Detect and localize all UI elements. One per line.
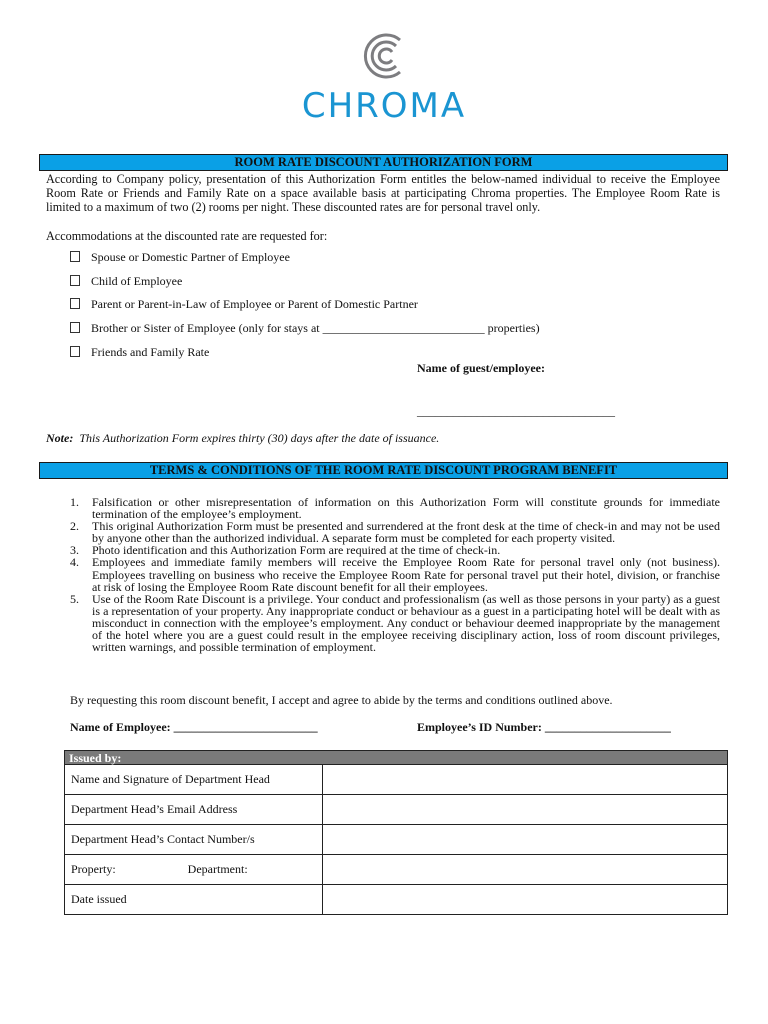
agreement-text: By requesting this room discount benefit, I accept and agree to abide by the terms and conditions outlined above. bbox=[70, 693, 613, 707]
table-row bbox=[65, 855, 728, 885]
table-row bbox=[65, 885, 728, 915]
checkbox[interactable] bbox=[70, 298, 80, 309]
checkbox[interactable] bbox=[70, 322, 80, 333]
checkbox[interactable] bbox=[70, 275, 80, 286]
checkbox[interactable] bbox=[70, 346, 80, 357]
issued-by-label: Issued by: bbox=[65, 751, 728, 765]
row-label: Name and Signature of Department Head bbox=[65, 765, 323, 795]
note-label: Note: bbox=[46, 431, 74, 445]
list-item: 4. Employees and immediate family members will receive the Employee Room Rate for personal travel only (not business). Employees travelling on business who receive the Employee Room Rate for personal travel put their hotel, division, or franchise at risk of losing the Employee Room Rate discount benefit for all their employees. bbox=[70, 555, 720, 594]
table-row bbox=[65, 825, 728, 855]
list-item: 2. This original Authorization Form must be presented and surrendered at the front desk at the time of check-in and may not be used by anyone other than the authorized individual. A separate form must be completed for each property visited. bbox=[70, 519, 720, 546]
table-row bbox=[65, 795, 728, 825]
issued-by-header bbox=[65, 751, 728, 765]
option-child[interactable] bbox=[70, 274, 182, 292]
row-label bbox=[65, 855, 323, 885]
chroma-logo bbox=[0, 30, 768, 130]
list-item: 1. Falsification or other misrepresentation of information on this Authorization Form will constitute grounds for immediate termination of the employee’s employment. bbox=[70, 495, 720, 522]
option-friends-family[interactable] bbox=[70, 345, 209, 363]
list-item: 5. Use of the Room Rate Discount is a privilege. Your conduct and professionalism (as well as those persons in your party) as a guest is a representation of your property. Any inappropriate conduct or behaviour as a guest in a participating hotel will be dealt with as misconduct in connection with the employee’s employment. Any conduct or behaviour deemed inappropriate by the management of the hotel where you are a guest could result in the employee receiving disciplinary action, loss of room discount privileges, written warnings, and possible termination of employment. bbox=[70, 591, 720, 655]
employee-id-field[interactable]: Employee’s ID Number: _____________________ bbox=[417, 720, 671, 734]
row-label: Department Head’s Email Address bbox=[65, 795, 323, 825]
form-title-bar: ROOM RATE DISCOUNT AUTHORIZATION FORM bbox=[39, 154, 728, 171]
option-label: Parent or Parent-in-Law of Employee or Parent of Domestic Partner bbox=[91, 297, 418, 311]
option-parent[interactable] bbox=[70, 297, 418, 315]
list-item: 3. Photo identification and this Authorization Form are required at the time of check-in. bbox=[70, 543, 501, 558]
chroma-logo-icon bbox=[358, 30, 410, 82]
property-label: Property: bbox=[71, 862, 116, 876]
logo-wordmark: CHROMA bbox=[301, 86, 467, 126]
contact-field[interactable] bbox=[323, 825, 728, 855]
option-sibling[interactable] bbox=[70, 321, 540, 339]
terms-list bbox=[70, 496, 720, 653]
accommodations-label: Accommodations at the discounted rate are requested for: bbox=[46, 229, 328, 243]
property-field[interactable] bbox=[323, 855, 728, 885]
option-label: Spouse or Domestic Partner of Employee bbox=[91, 250, 290, 264]
intro-paragraph: According to Company policy, presentation of this Authorization Form entitles the below-named individual to receive the Employee Room Rate or Friends and Family Rate on a space available basis at participating Chroma properties. The Employee Room Rate is limited to a maximum of two (2) rooms per night. These discounted rates are for personal travel only. bbox=[46, 172, 720, 214]
note bbox=[46, 431, 439, 446]
table-row bbox=[65, 765, 728, 795]
option-spouse[interactable] bbox=[70, 250, 290, 268]
note-text: This Authorization Form expires thirty (30) days after the date of issuance. bbox=[79, 431, 440, 445]
email-field[interactable] bbox=[323, 795, 728, 825]
row-label: Date issued bbox=[65, 885, 323, 915]
issued-by-table bbox=[64, 750, 728, 915]
option-label: Friends and Family Rate bbox=[91, 345, 210, 359]
guest-name-field[interactable]: _________________________________ bbox=[417, 404, 615, 418]
employee-name-field[interactable]: Name of Employee: ________________________ bbox=[70, 720, 318, 734]
row-label: Department Head’s Contact Number/s bbox=[65, 825, 323, 855]
date-issued-field[interactable] bbox=[323, 885, 728, 915]
guest-name-label: Name of guest/employee: bbox=[417, 361, 545, 375]
signature-field[interactable] bbox=[323, 765, 728, 795]
option-label: Child of Employee bbox=[91, 274, 183, 288]
option-label: Brother or Sister of Employee (only for stays at ___________________________ properties) bbox=[91, 321, 540, 335]
checkbox[interactable] bbox=[70, 251, 80, 262]
department-label: Department: bbox=[187, 862, 248, 876]
terms-title-bar: TERMS & CONDITIONS OF THE ROOM RATE DISCOUNT PROGRAM BENEFIT bbox=[39, 462, 728, 479]
